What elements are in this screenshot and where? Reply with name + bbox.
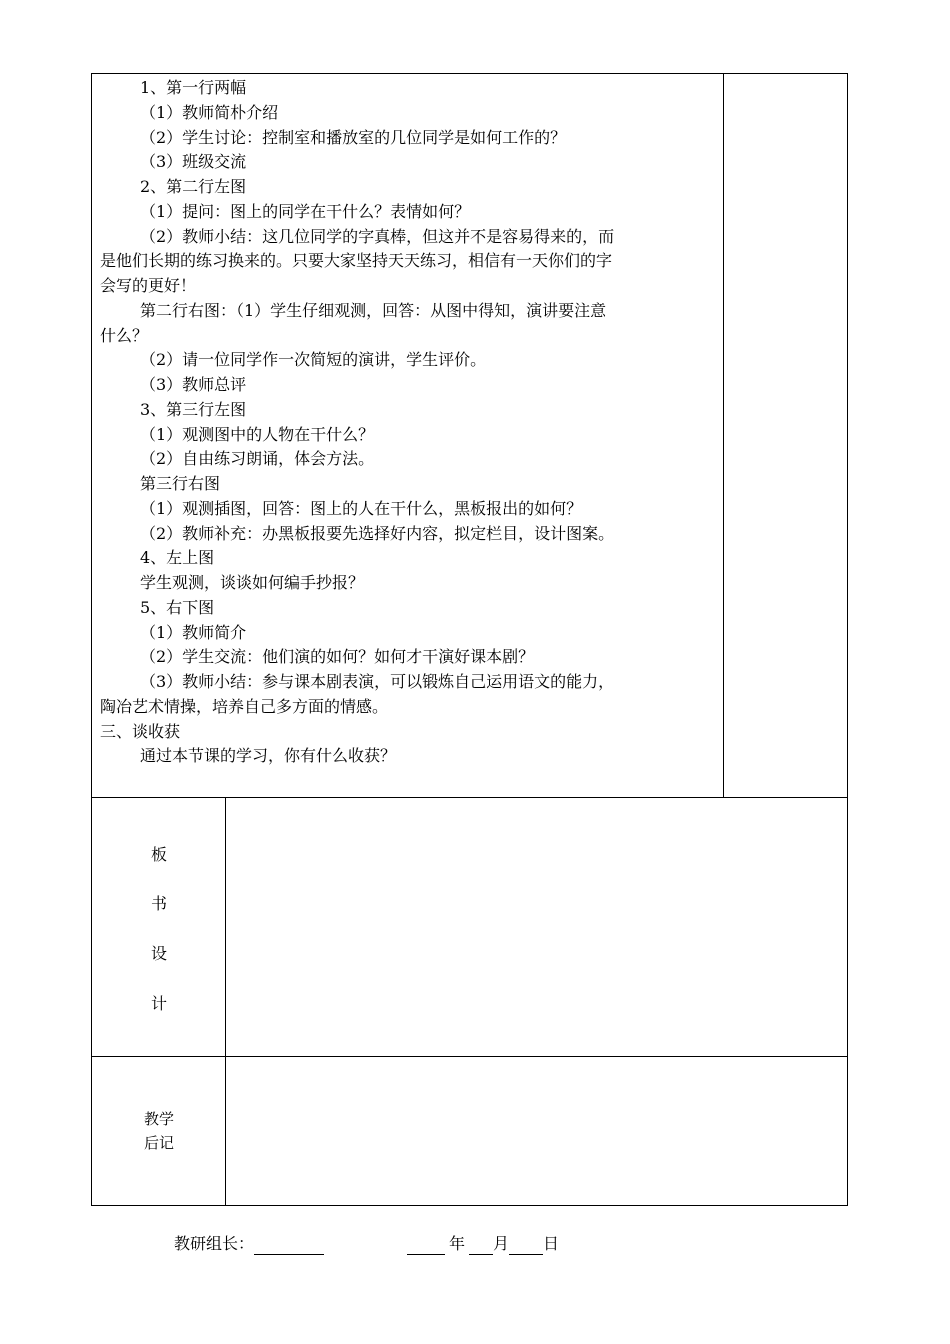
- section-divider-board: [91, 797, 848, 798]
- lesson-line: （3）班级交流: [140, 152, 247, 172]
- leader-label: 教研组长：: [174, 1234, 255, 1253]
- section-divider-notes: [91, 1056, 848, 1057]
- lesson-line: （2）教师补充：办黑板报要先选择好内容，拟定栏目，设计图案。: [140, 523, 615, 543]
- lesson-line: （1）提问：图上的同学在干什么？表情如何？: [140, 201, 471, 221]
- month-label: 月: [493, 1234, 510, 1253]
- board-design-label-3: 设: [150, 944, 167, 963]
- lesson-line: （2）请一位同学作一次简短的演讲，学生评价。: [140, 350, 487, 370]
- lesson-line: 通过本节课的学习，你有什么收获？: [140, 746, 397, 766]
- top-right-column-divider: [723, 73, 724, 798]
- footer-date: [407, 1233, 559, 1255]
- lesson-line: （2）学生讨论：控制室和播放室的几位同学是如何工作的？: [140, 127, 567, 147]
- year-blank[interactable]: [407, 1236, 445, 1255]
- lesson-line: 5、右下图: [140, 597, 215, 617]
- year-label: 年: [449, 1234, 466, 1253]
- board-design-label-4: 计: [150, 994, 167, 1013]
- lesson-line: （3）教师总评: [140, 375, 247, 394]
- lesson-line: 第二行右图：（1）学生仔细观测，回答：从图中得知，演讲要注意: [140, 300, 607, 320]
- lesson-line: 4、左上图: [140, 548, 215, 568]
- lesson-line: 是他们长期的练习换来的。只要大家坚持天天练习，相信有一天你们的字: [100, 251, 613, 271]
- month-blank[interactable]: [469, 1236, 493, 1255]
- lesson-line: （3）教师小结：参与课本剧表演，可以锻炼自己运用语文的能力，: [140, 672, 615, 691]
- day-label: 日: [543, 1234, 560, 1253]
- lesson-line: 学生观测，谈谈如何编手抄报？: [140, 573, 365, 592]
- footer-leader: [174, 1233, 324, 1255]
- lesson-line: （1）观测插图，回答：图上的人在干什么，黑板报出的如何？: [140, 498, 583, 518]
- board-design-label-2: 书: [150, 894, 167, 913]
- board-design-label-1: 板: [150, 845, 167, 864]
- lesson-line: （2）学生交流：他们演的如何？如何才干演好课本剧？: [140, 647, 535, 667]
- lesson-line: （2）教师小结：这几位同学的字真棒，但这并不是容易得来的，而: [140, 226, 615, 246]
- lesson-line: （1）教师简介: [140, 622, 247, 642]
- lesson-line: （1）教师简朴介绍: [140, 102, 279, 122]
- day-blank[interactable]: [509, 1236, 543, 1255]
- lesson-line: （2）自由练习朗诵，体会方法。: [140, 449, 375, 469]
- lesson-line: 2、第二行左图: [140, 177, 247, 196]
- leader-signature-line[interactable]: [254, 1236, 324, 1255]
- lesson-line: 三、谈收获: [100, 721, 181, 741]
- teaching-notes-label-1: 教学: [143, 1110, 174, 1128]
- lesson-line: 3、第三行左图: [140, 399, 247, 419]
- teaching-notes-label-2: 后记: [143, 1134, 174, 1152]
- lesson-line: 第三行右图: [140, 474, 221, 493]
- lesson-line: 会写的更好！: [100, 276, 197, 295]
- lesson-line: 什么？: [100, 325, 149, 345]
- lesson-line: 1、第一行两幅: [140, 78, 247, 97]
- lesson-line: 陶冶艺术情操，培养自己多方面的情感。: [100, 696, 389, 716]
- lesson-line: （1）观测图中的人物在干什么？: [140, 424, 375, 444]
- lesson-procedure-text: [100, 76, 715, 769]
